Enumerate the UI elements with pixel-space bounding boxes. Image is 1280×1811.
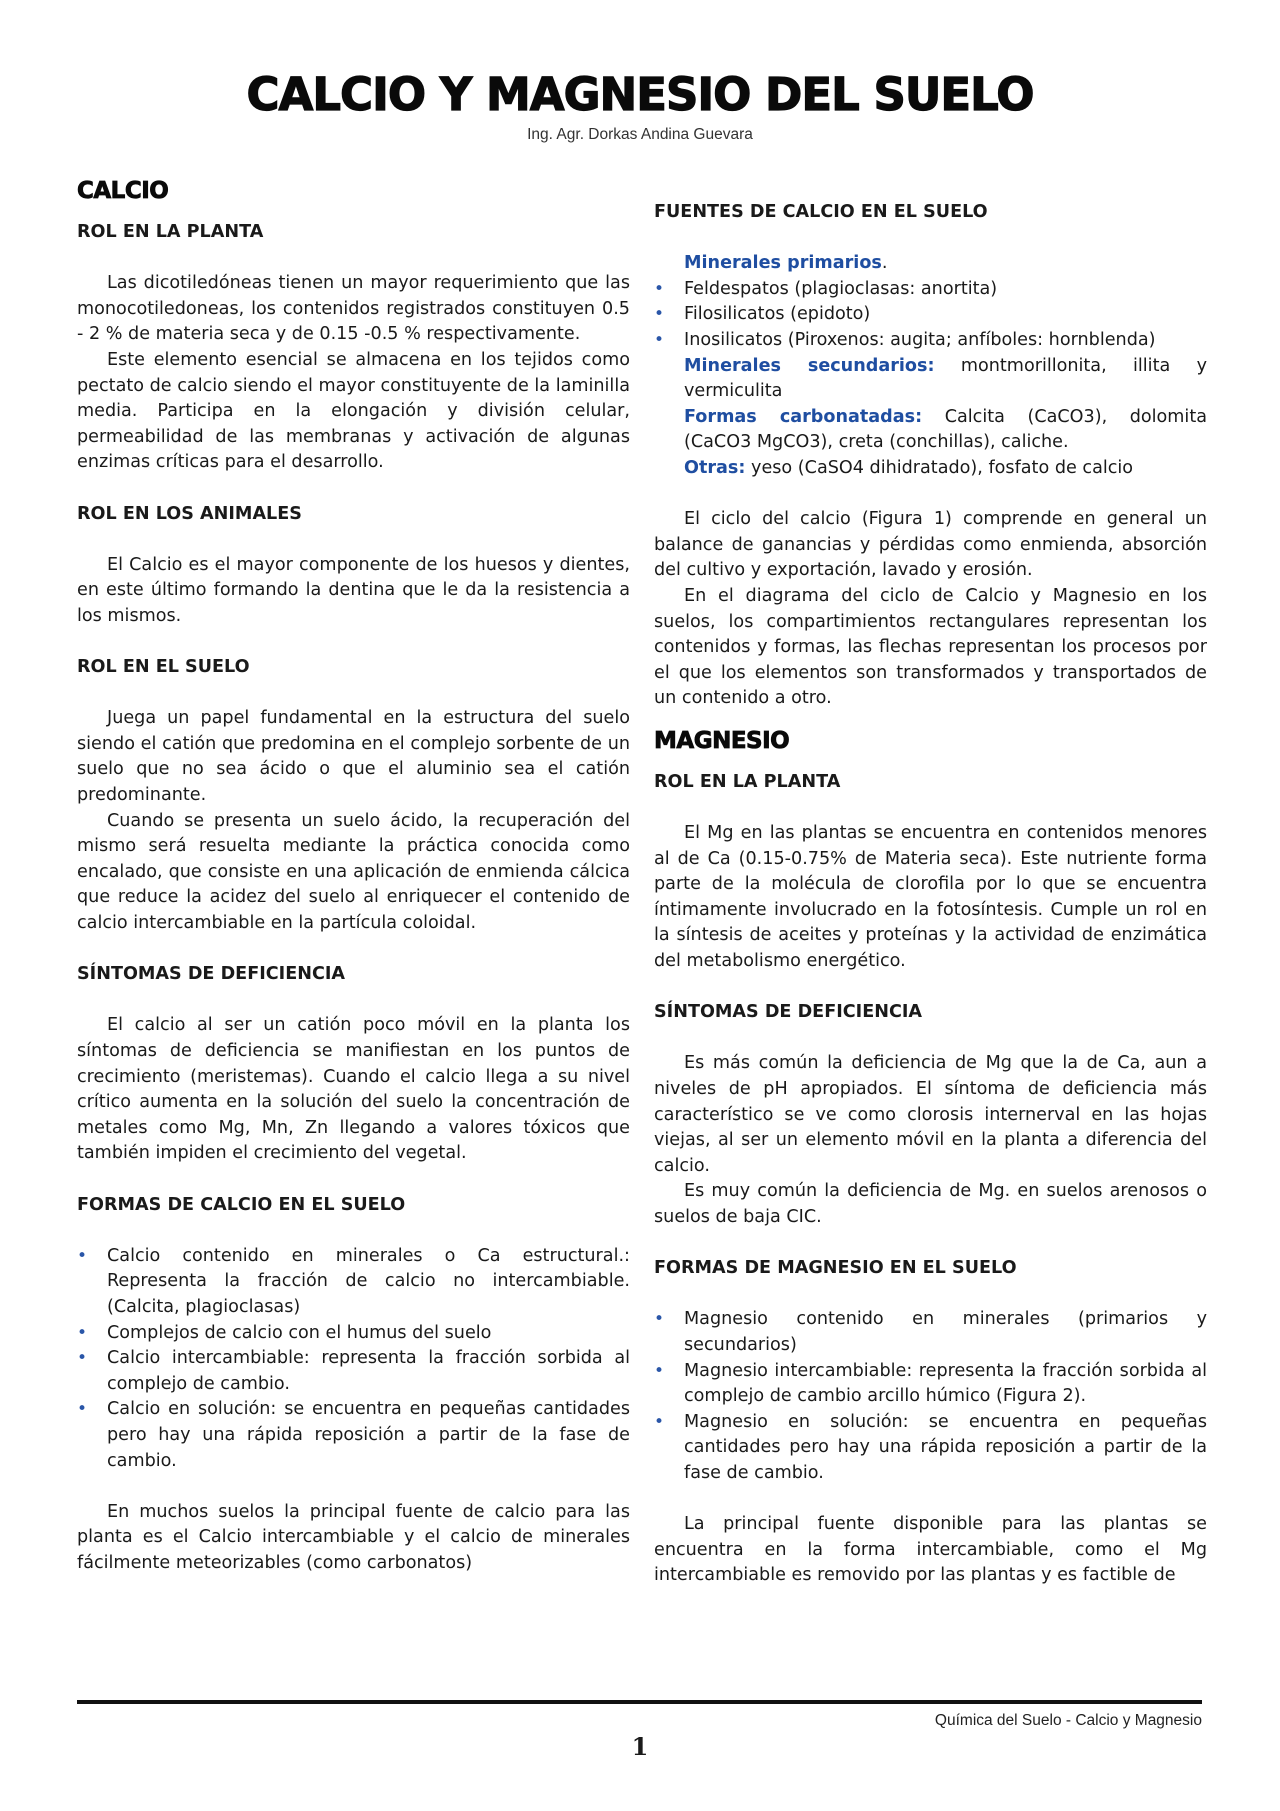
bullet-icon: • xyxy=(77,1348,88,1369)
list-item: • Inosilicatos (Piroxenos: augita; anfíboles: hornblenda) xyxy=(654,328,1207,354)
paragraph: Es muy común la deficiencia de Mg. en suelos arenosos o suelos de baja CIC. xyxy=(654,1181,1207,1227)
list-item: • Filosilicatos (epidoto) xyxy=(654,302,1207,328)
heading-fuentes-calcio: FUENTES DE CALCIO EN EL SUELO xyxy=(654,202,988,222)
list-item: • Complejos de calcio con el humus del suelo xyxy=(77,1321,630,1347)
bullet-icon: • xyxy=(77,1245,88,1266)
formas-magnesio-list xyxy=(654,1307,1207,1486)
paragraph: Juega un papel fundamental en la estructura del suelo siendo el catión que predomina en el complejo sorbente de un suelo que no sea ácido o que el aluminio sea el catión predominante. xyxy=(77,708,630,806)
paragraph: En muchos suelos la principal fuente de calcio para las planta es el Calcio intercambiable y el calcio de minerales fácilmente meteorizables (como carbonatos) xyxy=(77,1501,630,1573)
bullet-icon: • xyxy=(654,1309,665,1330)
bullet-icon: • xyxy=(654,278,665,299)
fuentes-block xyxy=(654,251,1207,277)
paragraph: El Calcio es el mayor componente de los huesos y dientes, en este último formando la dentina que le da la resistencia a los mismos. xyxy=(77,554,630,626)
heading-sintomas: SÍNTOMAS DE DEFICIENCIA xyxy=(77,964,346,985)
section-title-calcio: CALCIO xyxy=(77,178,169,204)
heading-formas-magnesio: FORMAS DE MAGNESIO EN EL SUELO xyxy=(654,1258,1017,1279)
paragraph: Las dicotiledóneas tienen un mayor requerimiento que las monocotiledoneas, los contenidos registrados constituyen 0.5 - 2 % de materia seca y de 0.15 -0.5 % respectivamente. xyxy=(77,273,630,345)
list-item: • Magnesio en solución: se encuentra en pequeñas cantidades pero hay una rápida reposición a partir de la fase de cambio. xyxy=(654,1411,1207,1483)
heading-mg-sintomas: SÍNTOMAS DE DEFICIENCIA xyxy=(654,1002,923,1023)
paragraph: Cuando se presenta un suelo ácido, la recuperación del mismo será resuelta mediante la práctica conocida como encalado, que consiste en una aplicación de enmienda cálcica que reduce la acidez del suelo al enriquecer el contenido de calcio intercambiable en la partícula coloidal. xyxy=(77,810,630,934)
list-item: • Calcio intercambiable: representa la fracción sorbida al complejo de cambio. xyxy=(77,1348,630,1394)
list-item: • Calcio en solución: se encuentra en pequeñas cantidades pero hay una rápida reposición a partir de la fase de cambio. xyxy=(77,1399,630,1471)
bullet-icon: • xyxy=(77,1399,88,1420)
page-number: 1 xyxy=(631,1732,649,1761)
left-column xyxy=(77,176,630,1576)
author: Ing. Agr. Dorkas Andina Guevara xyxy=(527,126,753,143)
section-title-magnesio: MAGNESIO xyxy=(654,727,790,754)
page-title: CALCIO Y MAGNESIO DEL SUELO xyxy=(246,68,1034,121)
footer-text: Química del Suelo - Calcio y Magnesio xyxy=(934,1712,1202,1729)
bullet-icon: • xyxy=(77,1322,88,1343)
primarios-label: Minerales primarios xyxy=(684,253,882,274)
heading-formas-calcio: FORMAS DE CALCIO EN EL SUELO xyxy=(77,1194,406,1215)
list-item: • Magnesio contenido en minerales (primarios y secundarios) xyxy=(654,1309,1207,1355)
list-item: • Magnesio intercambiable: representa la fracción sorbida al complejo de cambio arcillo húmico (Figura 2). xyxy=(654,1360,1207,1407)
paragraph: Es más común la deficiencia de Mg que la de Ca, aun a niveles de pH apropiados. El síntoma de deficiencia más característico se ve como clorosis internerval en las hojas viejas, al ser un elemento móvil en la planta a diferencia del calcio. xyxy=(654,1053,1207,1176)
paragraph: El Mg en las plantas se encuentra en contenidos menores al de Ca (0.15-0.75% de Materia seca). Este nutriente forma parte de la molécula de clorofila por lo que se encuentra íntimamente involucrado en la fotosíntesis. Cumple un rol en la síntesis de aceites y proteínas y la actividad de enzimática del metabolismo energético. xyxy=(654,823,1207,972)
list-item: • Feldespatos (plagioclasas: anortita) xyxy=(654,277,1207,303)
paragraph: Este elemento esencial se almacena en los tejidos como pectato de calcio siendo el mayor constituyente de la laminilla media. Participa en la elongación y división celular, permeabilidad de las membranas y activación de algunas enzimas críticas para el desarrollo. xyxy=(77,349,630,473)
primarios-list xyxy=(654,277,1207,354)
primarios-label-line: Minerales primarios. xyxy=(684,253,888,274)
heading-rol-planta: ROL EN LA PLANTA xyxy=(77,222,264,242)
right-column xyxy=(654,200,1207,1589)
formas-calcio-list xyxy=(77,1244,630,1474)
paragraph: El ciclo del calcio (Figura 1) comprende en general un balance de ganancias y pérdidas como enmienda, absorción del cultivo y exportación, lavado y erosión. xyxy=(654,509,1207,581)
paragraph: En el diagrama del ciclo de Calcio y Magnesio en los suelos, los compartimientos rectangulares representan los contenidos y formas, las flechas representan los procesos por el que los elementos son transformados y transportados de un contenido a otro. xyxy=(654,585,1207,709)
footer-rule xyxy=(77,1700,1202,1704)
bullet-icon: • xyxy=(654,1360,665,1381)
bullet-icon: • xyxy=(654,1411,665,1432)
secundarios-line: Minerales secundarios: montmorillonita, illita y vermiculita xyxy=(684,355,1208,402)
heading-mg-rol-planta: ROL EN LA PLANTA xyxy=(654,771,841,792)
bullet-icon: • xyxy=(654,329,665,350)
heading-rol-animales: ROL EN LOS ANIMALES xyxy=(77,503,302,524)
paragraph: El calcio al ser un catión poco móvil en la planta los síntomas de deficiencia se manifiestan en los puntos de crecimiento (meristemas). Cuando el calcio llega a su nivel crítico aumenta en la solución del suelo la concentración de metales como Mg, Mn, Zn llegando a valores tóxicos que también impiden el crecimiento del vegetal. xyxy=(77,1015,630,1164)
otras-line: Otras: yeso (CaSO4 dihidratado), fosfato de calcio xyxy=(684,457,1134,478)
list-item: • Calcio contenido en minerales o Ca estructural.: Representa la fracción de calcio no intercambiable. (Calcita, plagioclasas) xyxy=(77,1245,630,1317)
bullet-icon: • xyxy=(654,304,665,325)
carbonatadas-line: Formas carbonatadas: Calcita (CaCO3), dolomita (CaCO3 MgCO3), creta (conchillas), caliche. xyxy=(684,406,1208,453)
heading-rol-suelo: ROL EN EL SUELO xyxy=(77,657,250,678)
paragraph: La principal fuente disponible para las plantas se encuentra en la forma intercambiable, como el Mg intercambiable es removido por las plantas y es factible de xyxy=(654,1514,1207,1586)
